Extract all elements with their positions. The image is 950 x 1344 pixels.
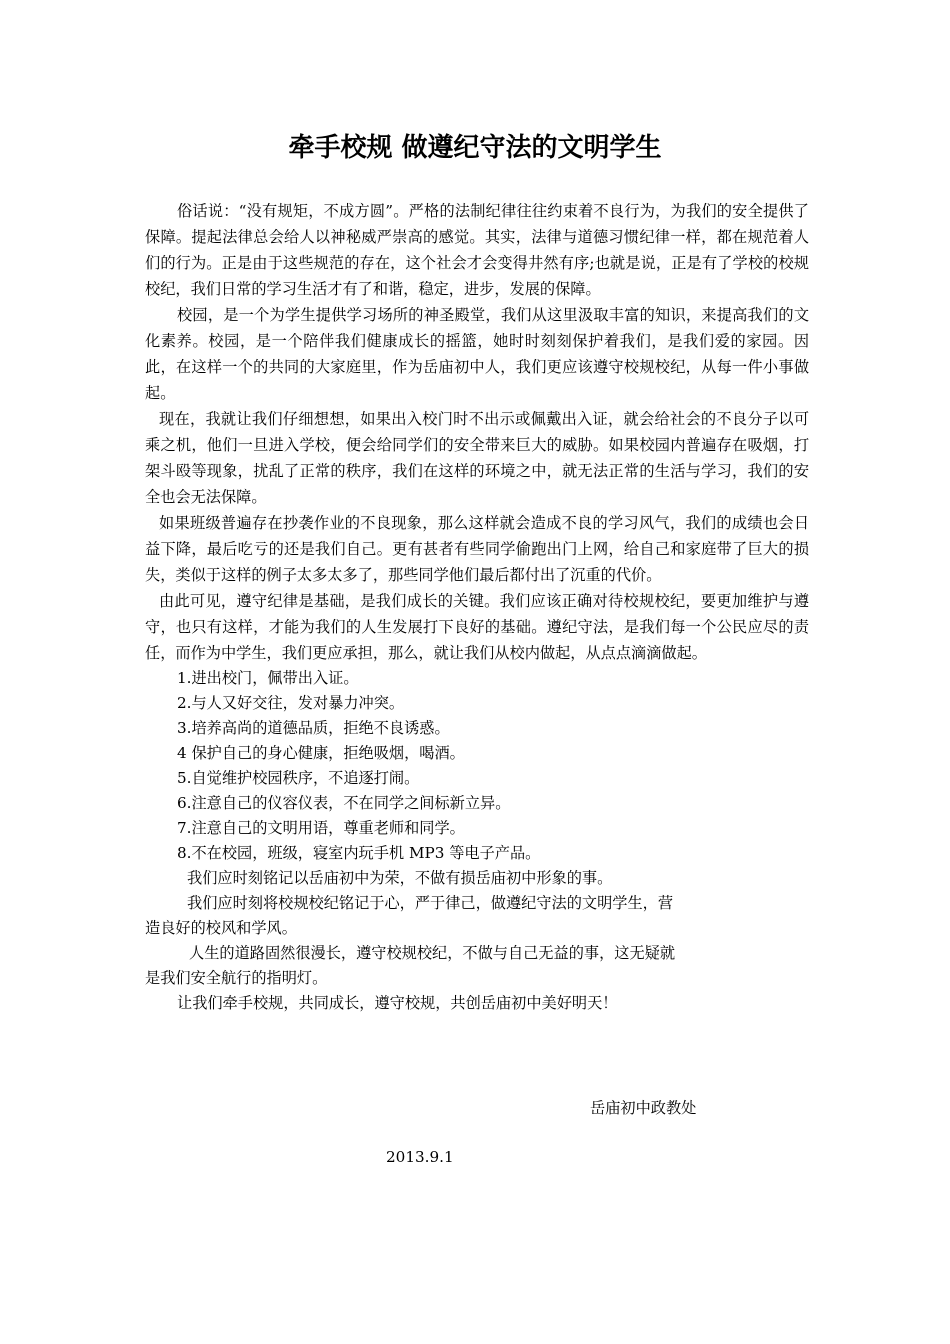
paragraph-proverb: 俗话说：“没有规矩，不成方圆”。严格的法制纪律往往约束着不良行为，为我们的安全提供了保障。提起法律总会给人以神秘威严崇高的感觉。其实，法律与道德习惯纪律一样，都在规范着人们的行为。正是由于这些规范的存在，这个社会才会变得井然有序;也就是说，正是有了学校的校规校纪，我们日常的学习生活才有了和谐，稳定，进步，发展的保障。 — [145, 202, 809, 298]
rule-item: 5.自觉维护校园秩序，不追逐打闹。 — [177, 769, 420, 787]
paragraph-campus: 校园，是一个为学生提供学习场所的神圣殿堂，我们从这里汲取丰富的知识，来提高我们的文化素养。校园，是一个陪伴我们健康成长的摇篮，她时时刻刻保护着我们，是我们爱的家园。因此，在这样一个的共同的大家庭里，作为岳庙初中人，我们更应该遵守校规校纪，从每一件小事做起。 — [145, 306, 809, 402]
rule-item: 8.不在校园，班级，寝室内玩手机 MP3 等电子产品。 — [177, 844, 541, 862]
closing-line: 让我们牵手校规，共同成长，遵守校规，共创岳庙初中美好明天！ — [177, 994, 618, 1012]
closing-section — [145, 866, 675, 1016]
rule-item: 7.注意自己的文明用语，尊重老师和同学。 — [177, 819, 465, 837]
rule-item: 3.培养高尚的道德品质，拒绝不良诱惑。 — [177, 719, 450, 737]
closing-line: 人生的道路固然很漫长，遵守校规校纪，不做与自己无益的事，这无疑就是我们安全航行的指明灯。 — [145, 944, 675, 987]
signature: 岳庙初中政教处 — [590, 1099, 697, 1117]
document-date: 2013.9.1 — [386, 1148, 454, 1166]
rules-list — [145, 666, 809, 866]
paragraph-class-habits: 如果班级普遍存在抄袭作业的不良现象，那么这样就会造成不良的学习风气，我们的成绩也会日益下降，最后吃亏的还是我们自己。更有甚者有些同学偷跑出门上网，给自己和家庭带了巨大的损失，类似于这样的例子太多太多了，那些同学他们最后都付出了沉重的代价。 — [145, 514, 809, 584]
rule-item: 4 保护自己的身心健康，拒绝吸烟，喝酒。 — [177, 744, 465, 762]
rule-item: 2.与人又好交往，发对暴力冲突。 — [177, 694, 405, 712]
page-title: 牵手校规 做遵纪守法的文明学生 — [288, 133, 662, 163]
rule-item: 1.进出校门，佩带出入证。 — [177, 669, 359, 687]
rule-item: 6.注意自己的仪容仪表，不在同学之间标新立异。 — [177, 794, 511, 812]
paragraph-conclusion: 由此可见，遵守纪律是基础，是我们成长的关键。我们应该正确对待校规校纪，要更加维护与遵守，也只有这样，才能为我们的人生发展打下良好的基础。遵纪守法，是我们每一个公民应尽的责任，而作为中学生，我们更应承担，那么，就让我们从校内做起，从点点滴滴做起。 — [145, 592, 809, 662]
closing-line: 我们应时刻将校规校纪铭记于心，严于律己，做遵纪守法的文明学生，营造良好的校风和学风。 — [145, 894, 673, 937]
document-body — [145, 198, 809, 1016]
closing-line: 我们应时刻铭记以岳庙初中为荣，不做有损岳庙初中形象的事。 — [187, 869, 613, 887]
paragraph-safety: 现在，我就让我们仔细想想，如果出入校门时不出示或佩戴出入证，就会给社会的不良分子以可乘之机，他们一旦进入学校，便会给同学们的安全带来巨大的威胁。如果校园内普遍存在吸烟，打架斗殴等现象，扰乱了正常的秩序，我们在这样的环境之中，就无法正常的生活与学习，我们的安全也会无法保障。 — [145, 410, 809, 506]
